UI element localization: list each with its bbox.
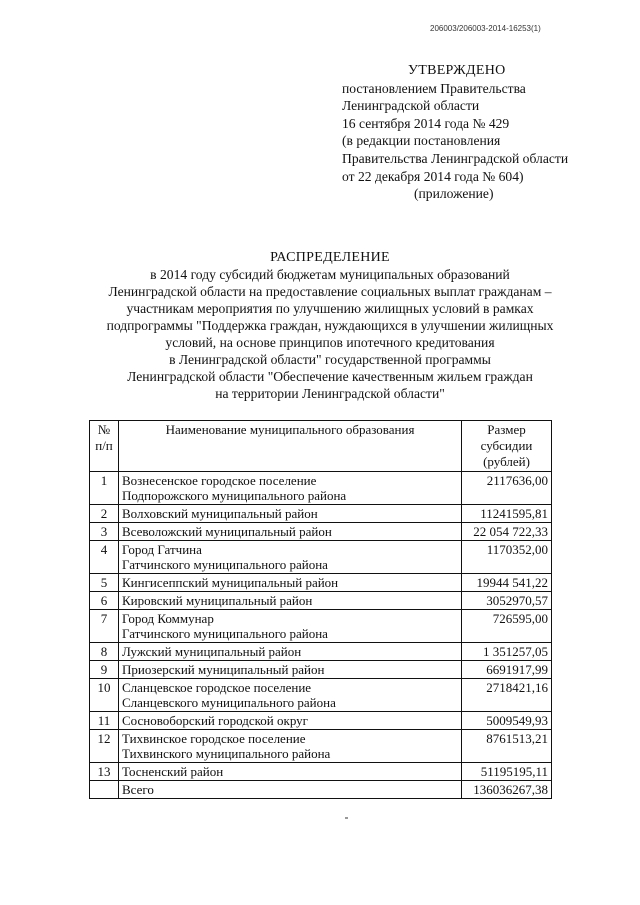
- municipality-name-line: Гатчинского муниципального района: [122, 557, 328, 572]
- municipality-name-line: Лужский муниципальный район: [122, 644, 302, 659]
- row-number: 1: [90, 472, 119, 505]
- table-row: [90, 574, 552, 592]
- total-number-cell: [90, 781, 119, 799]
- approval-title: УТВЕРЖДЕНО: [408, 63, 506, 78]
- heading-line: Ленинградской области на предоставление социальных выплат гражданам –: [108, 284, 552, 299]
- header-number-line: №: [97, 422, 111, 437]
- municipality-name-line: Приозерский муниципальный район: [122, 662, 325, 677]
- municipality-name: [119, 574, 462, 592]
- table-row: [90, 661, 552, 679]
- table-row: [90, 763, 552, 781]
- table-footer: [90, 781, 552, 799]
- row-number: 8: [90, 643, 119, 661]
- heading-line: условий, на основе принципов ипотечного кредитования: [165, 335, 495, 350]
- table-row: [90, 541, 552, 574]
- document-number: 206003/206003-2014-16253(1): [430, 24, 541, 33]
- municipality-name: [119, 541, 462, 574]
- subsidy-amount: 19944 541,22: [462, 574, 552, 592]
- total-amount: 136036267,38: [462, 781, 552, 799]
- table-row: [90, 592, 552, 610]
- heading-line: Ленинградской области "Обеспечение качественным жильем граждан: [127, 369, 533, 384]
- row-number: 4: [90, 541, 119, 574]
- municipality-name-line: Город Коммунар: [122, 611, 214, 626]
- municipality-name: [119, 592, 462, 610]
- municipality-name-line: Сланцевское городское поселение: [122, 680, 312, 695]
- municipality-name-line: Сланцевского муниципального района: [122, 695, 336, 710]
- subsidy-amount: 5009549,93: [462, 712, 552, 730]
- header-amount-line: Размер: [487, 422, 526, 437]
- subsidy-amount: 726595,00: [462, 610, 552, 643]
- approval-stamp: [342, 62, 622, 203]
- header-name: Наименование муниципального образования: [119, 421, 462, 472]
- total-row: [90, 781, 552, 799]
- header-amount-line: субсидии: [480, 438, 533, 453]
- municipality-name: [119, 730, 462, 763]
- subsidy-amount: 51195195,11: [462, 763, 552, 781]
- municipality-name-line: Кингисеппский муниципальный район: [122, 575, 339, 590]
- municipality-name: [119, 763, 462, 781]
- subsidy-amount: 22 054 722,33: [462, 523, 552, 541]
- heading-title: РАСПРЕДЕЛЕНИЕ: [270, 250, 390, 265]
- row-number: 11: [90, 712, 119, 730]
- header-amount: [462, 421, 552, 472]
- table-header-row: [90, 421, 552, 472]
- municipality-name-line: Всеволожский муниципальный район: [122, 524, 332, 539]
- table-body: [90, 472, 552, 781]
- municipality-name-line: Тосненский район: [122, 764, 224, 779]
- municipality-name-line: Тихвинского муниципального района: [122, 746, 331, 761]
- municipality-name-line: Волховский муниципальный район: [122, 506, 318, 521]
- municipality-name: [119, 505, 462, 523]
- row-number: 2: [90, 505, 119, 523]
- municipality-name: [119, 523, 462, 541]
- table-row: [90, 610, 552, 643]
- heading-line: в 2014 году субсидий бюджетам муниципальных образований: [150, 267, 510, 282]
- municipality-name-line: Город Гатчина: [122, 542, 202, 557]
- table-row: [90, 523, 552, 541]
- row-number: 9: [90, 661, 119, 679]
- municipality-name: [119, 610, 462, 643]
- municipality-name-line: Гатчинского муниципального района: [122, 626, 328, 641]
- municipality-name-line: Тихвинское городское поселение: [122, 731, 306, 746]
- municipality-name-line: Подпорожского муниципального района: [122, 488, 347, 503]
- municipality-name: [119, 661, 462, 679]
- row-number: 6: [90, 592, 119, 610]
- header-number-line: п/п: [95, 438, 113, 453]
- row-number: 5: [90, 574, 119, 592]
- heading-line: на территории Ленинградской области": [215, 386, 445, 401]
- subsidy-amount: 3052970,57: [462, 592, 552, 610]
- municipality-name: [119, 472, 462, 505]
- table-row: [90, 505, 552, 523]
- table-header: [90, 421, 552, 472]
- subsidy-amount: 8761513,21: [462, 730, 552, 763]
- table-row: [90, 472, 552, 505]
- subsidy-table: [89, 420, 552, 799]
- subsidy-amount: 11241595,81: [462, 505, 552, 523]
- row-number: 12: [90, 730, 119, 763]
- approval-line: 16 сентября 2014 года № 429: [342, 115, 510, 131]
- row-number: 7: [90, 610, 119, 643]
- scan-artifact: [345, 817, 348, 819]
- approval-line: Ленинградской области: [342, 98, 480, 114]
- subsidy-amount: 2117636,00: [462, 472, 552, 505]
- table-row: [90, 679, 552, 712]
- subsidy-amount: 2718421,16: [462, 679, 552, 712]
- approval-line: Правительства Ленинградской области: [342, 150, 569, 166]
- row-number: 10: [90, 679, 119, 712]
- row-number: 3: [90, 523, 119, 541]
- table-row: [90, 643, 552, 661]
- table-row: [90, 712, 552, 730]
- subsidy-amount: 6691917,99: [462, 661, 552, 679]
- heading-line: в Ленинградской области" государственной программы: [169, 352, 491, 367]
- municipality-name: [119, 643, 462, 661]
- municipality-name-line: Кировский муниципальный район: [122, 593, 313, 608]
- approval-line: от 22 декабря 2014 года № 604): [342, 168, 524, 184]
- header-number: [90, 421, 119, 472]
- approval-line: постановлением Правительства: [342, 80, 526, 96]
- table-row: [90, 730, 552, 763]
- total-label: Всего: [119, 781, 462, 799]
- municipality-name: [119, 712, 462, 730]
- document-heading: [70, 249, 590, 402]
- row-number: 13: [90, 763, 119, 781]
- municipality-name-line: Вознесенское городское поселение: [122, 473, 317, 488]
- appendix-label: (приложение): [414, 186, 494, 202]
- approval-line: (в редакции постановления: [342, 133, 501, 149]
- subsidy-amount: 1170352,00: [462, 541, 552, 574]
- subsidy-amount: 1 351257,05: [462, 643, 552, 661]
- heading-line: подпрограммы "Поддержка граждан, нуждающихся в улучшении жилищных: [106, 318, 554, 333]
- header-amount-line: (рублей): [483, 454, 530, 469]
- municipality-name: [119, 679, 462, 712]
- municipality-name-line: Сосновоборский городской округ: [122, 713, 308, 728]
- heading-line: участникам мероприятия по улучшению жилищных условий в рамках: [126, 301, 534, 316]
